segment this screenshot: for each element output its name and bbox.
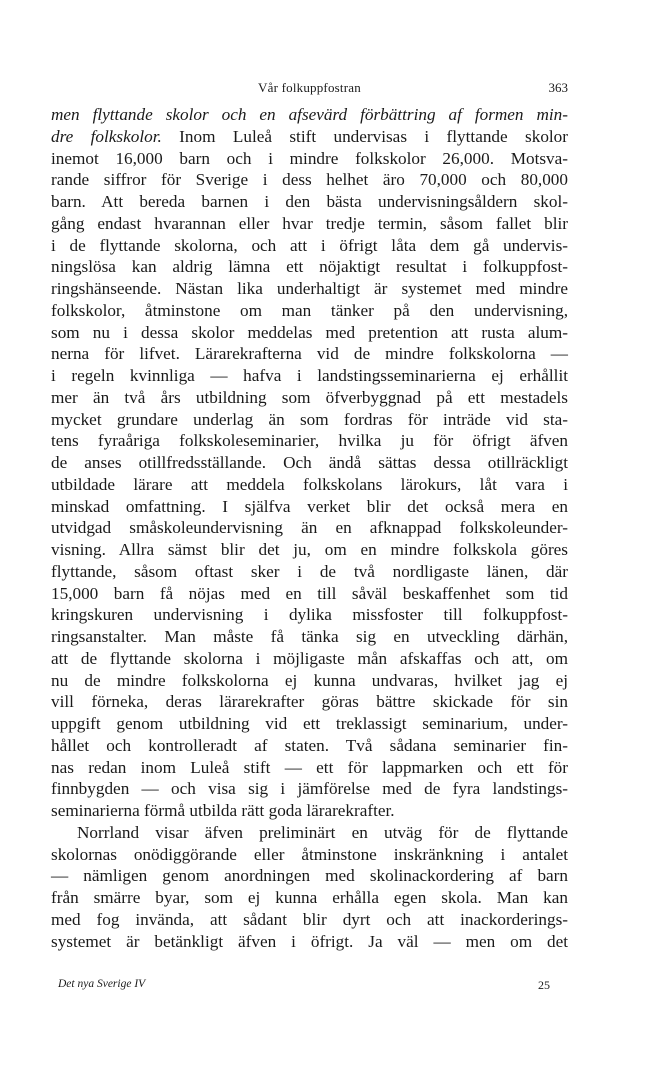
- text-line: skolornas onödiggörande eller åtminstone inskränkning i antalet: [51, 844, 568, 864]
- running-title: Vår folkuppfostran: [258, 80, 361, 95]
- italic-text: dre folkskolor.: [51, 126, 162, 146]
- text-line: nerna för lifvet. Lärarekrafterna vid de mindre folkskolorna —: [51, 344, 568, 364]
- text-line: ringsanstalter. Man måste få tänka sig en utveckling därhän,: [51, 627, 568, 646]
- text-line: ningslösa kan aldrig lämna ett nöjaktigt resultat i folkuppfost-: [51, 257, 568, 277]
- text-line: systemet är betänkligt äfven i öfrigt. Ja väl — men om det: [51, 931, 568, 951]
- text-line: utvidgad småskoleundervisning än en afknappad folkskoleunder-: [51, 518, 568, 538]
- text-line: gång endast hvarannan eller hvar tredje termin, såsom fallet blir: [51, 213, 568, 233]
- text-line: [51, 104, 568, 126]
- text-line: — nämligen genom anordningen med skolinackordering af barn: [51, 866, 568, 886]
- text-line: barn. Att bereda barnen i den bästa undervisningsåldern skol-: [51, 192, 568, 211]
- printer-signature: Det nya Sverige IV: [58, 978, 146, 990]
- text-line: flyttande, såsom oftast sker i de två nordligaste länen, där: [51, 561, 568, 581]
- text-line: rande siffror för Sverige i dess helhet äro 70,000 och 80,000: [51, 170, 568, 190]
- text-line: ringshänseende. Nästan lika underhaltigt är systemet med mindre: [51, 279, 568, 298]
- text-line: från smärre byar, som ej kunna erhålla egen skola. Man kan: [51, 888, 568, 907]
- text-line: vill förneka, deras lärarekrafter göras bättre skickade för sin: [51, 692, 568, 712]
- text-line: finnbygden — och visa sig i jämförelse med de fyra landstings-: [51, 779, 568, 799]
- text-line: utbildade lärare att meddela folkskolans lärokurs, låt vara i: [51, 474, 568, 494]
- paragraph-end-line: seminarierna förmå utbilda rätt goda lärarekrafter.: [51, 801, 395, 820]
- text-line: 15,000 barn få nöjas med en till såväl beskaffenhet som tid: [51, 583, 568, 603]
- text-line: mycket grundare underlag än som fordras för inträde vid sta-: [51, 409, 568, 429]
- text-line: uppgift genom utbildning vid ett treklassigt seminarium, under-: [51, 714, 568, 733]
- text-line: nu de mindre folkskolorna ej kunna undvaras, hvilket jag ej: [51, 670, 568, 690]
- text-line: med fog invända, att sådant blir dyrt och att inackorderings-: [51, 909, 568, 929]
- text-line: kringskuren undervisning i dylika missfoster till folkuppfost-: [51, 605, 568, 625]
- text-line: inemot 16,000 barn och i mindre folkskolor 26,000. Motsva-: [51, 148, 568, 168]
- text-line: tens fyraåriga folkskoleseminarier, hvilka ju för öfrigt äfven: [51, 431, 568, 451]
- text-line: hållet och kontrolleradt af staten. Två sådana seminarier fin-: [51, 735, 568, 755]
- text-line: i regeln kvinnliga — hafva i landstingsseminarierna ej erhållit: [51, 366, 568, 385]
- text-line: nas redan inom Luleå stift — ett för lappmarken och ett för: [51, 757, 568, 777]
- page-footer: [58, 978, 550, 994]
- text-line: minskad omfattning. I själfva verket blir det också mera en: [51, 496, 568, 516]
- italic-text: men flyttande skolor och en afsevärd förbättring af formen min-: [51, 105, 568, 124]
- text-line: dre folkskolor. Inom Luleå stift undervisas i flyttande skolor: [51, 126, 569, 146]
- text-line: folkskolor, åtminstone om man tänker på den undervisning,: [51, 300, 568, 320]
- text-line: som nu i dessa skolor meddelas med pretention att rusta alum-: [51, 322, 568, 342]
- sheet-number: 25: [538, 978, 550, 992]
- running-head: [51, 80, 568, 98]
- text-line: de anses otillfredsställande. Och ändå sättas dessa otillräckligt: [51, 453, 568, 472]
- paragraph-start-line: Norrland visar äfven preliminärt en utväg för de flyttande: [77, 822, 568, 842]
- text-line: mer än två års utbildning som öfverbyggnad på ett mestadels: [51, 387, 568, 407]
- text-line: att de flyttande skolorna i möjligaste mån afskaffas och att, om: [51, 648, 568, 668]
- page-number: 363: [548, 80, 568, 95]
- text-line: visning. Allra sämst blir det ju, om en mindre folkskola göres: [51, 540, 568, 559]
- text-line: i de flyttande skolorna, och att i öfrigt låta dem gå undervis-: [51, 235, 568, 255]
- body-text: [51, 104, 568, 952]
